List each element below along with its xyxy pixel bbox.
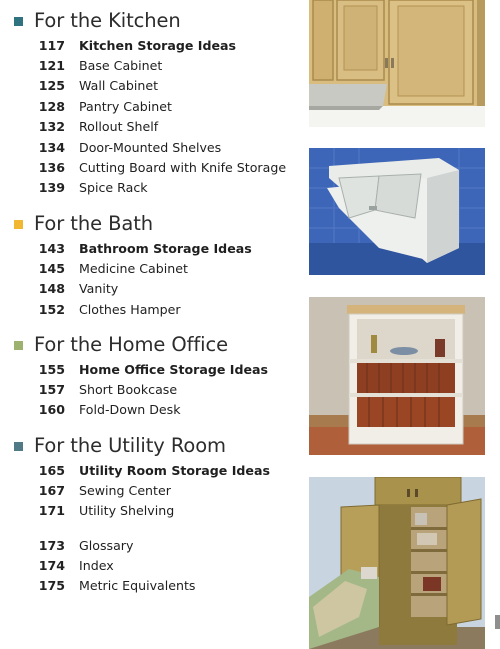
page-number: 174 (38, 558, 65, 574)
page-number: 171 (38, 503, 65, 519)
contents-entry (14, 55, 286, 75)
entry-title: Wall Cabinet (79, 78, 159, 94)
contents-entry (14, 35, 286, 55)
entry-title: Sewing Center (79, 483, 171, 499)
square-bullet-icon (14, 17, 23, 26)
square-bullet-icon (14, 442, 23, 451)
contents-entry (14, 117, 286, 137)
section-kitchen (14, 8, 286, 198)
section-heading (14, 8, 286, 32)
page-number: 132 (38, 119, 65, 135)
page-number: 136 (38, 160, 65, 176)
entry-title: Metric Equivalents (79, 578, 196, 594)
contents-entry (14, 258, 252, 278)
page-number: 175 (38, 578, 65, 594)
section-home-office (14, 332, 268, 420)
contents-entry (14, 76, 286, 96)
section-heading (14, 211, 252, 235)
contents-entry (14, 400, 268, 420)
contents-entry (14, 137, 286, 157)
entry-title: Short Bookcase (79, 382, 178, 398)
entry-title: Glossary (79, 537, 134, 553)
entry-list (14, 460, 270, 521)
entry-title: Utility Room Storage Ideas (79, 462, 270, 478)
page-number: 167 (38, 483, 65, 499)
page-number: 148 (38, 281, 65, 297)
page-number: 139 (38, 180, 65, 196)
entry-title: Utility Shelving (79, 503, 175, 519)
contents-entry (14, 96, 286, 116)
section-title: For the Utility Room (34, 433, 226, 457)
entry-list (14, 238, 252, 320)
page-number: 152 (38, 301, 65, 317)
square-bullet-icon (14, 341, 23, 350)
contents-entry (14, 279, 252, 299)
entry-title: Home Office Storage Ideas (79, 361, 269, 377)
contents-entry (14, 535, 196, 555)
entry-title: Door-Mounted Shelves (79, 139, 222, 155)
section-title: For the Bath (34, 211, 153, 235)
entry-title: Vanity (79, 281, 119, 297)
back-matter-list (14, 535, 196, 596)
entry-title: Index (79, 558, 114, 574)
contents-entry (14, 576, 196, 596)
page-number: 173 (38, 537, 65, 553)
entry-title: Clothes Hamper (79, 301, 181, 317)
section-title: For the Kitchen (34, 8, 181, 32)
contents-entry (14, 379, 268, 399)
page-number: 117 (38, 37, 65, 53)
entry-title: Kitchen Storage Ideas (79, 37, 237, 53)
entry-list (14, 35, 286, 198)
page-number: 143 (38, 240, 65, 256)
page-number: 155 (38, 361, 65, 377)
page-number: 160 (38, 402, 65, 418)
entry-title: Bathroom Storage Ideas (79, 240, 252, 256)
page-number: 125 (38, 78, 65, 94)
utility-sewing-cabinet-photo (309, 477, 485, 649)
section-heading (14, 332, 268, 356)
entry-title: Pantry Cabinet (79, 98, 172, 114)
page-edge-tab (495, 615, 500, 629)
entry-title: Base Cabinet (79, 58, 163, 74)
entry-list (14, 359, 268, 420)
entry-title: Medicine Cabinet (79, 261, 188, 277)
section-utility-room (14, 433, 270, 521)
square-bullet-icon (14, 220, 23, 229)
bath-hamper-photo (309, 148, 485, 275)
section-bath (14, 211, 252, 320)
section-title: For the Home Office (34, 332, 228, 356)
contents-entry (14, 460, 270, 480)
page-number: 134 (38, 139, 65, 155)
entry-title: Fold-Down Desk (79, 402, 181, 418)
entry-title: Cutting Board with Knife Storage (79, 160, 287, 176)
page-number: 145 (38, 261, 65, 277)
entry-title: Spice Rack (79, 180, 148, 196)
contents-entry (14, 555, 196, 575)
page-number: 121 (38, 58, 65, 74)
contents-entry (14, 178, 286, 198)
contents-entry (14, 501, 270, 521)
page-number: 128 (38, 98, 65, 114)
contents-entry (14, 480, 270, 500)
entry-title: Rollout Shelf (79, 119, 159, 135)
contents-entry (14, 359, 268, 379)
contents-entry (14, 299, 252, 319)
contents-entry (14, 157, 286, 177)
contents-entry (14, 238, 252, 258)
section-heading (14, 433, 270, 457)
page-number: 165 (38, 462, 65, 478)
home-office-bookcase-photo (309, 297, 485, 455)
kitchen-cabinet-photo (309, 0, 485, 127)
page-number: 157 (38, 382, 65, 398)
